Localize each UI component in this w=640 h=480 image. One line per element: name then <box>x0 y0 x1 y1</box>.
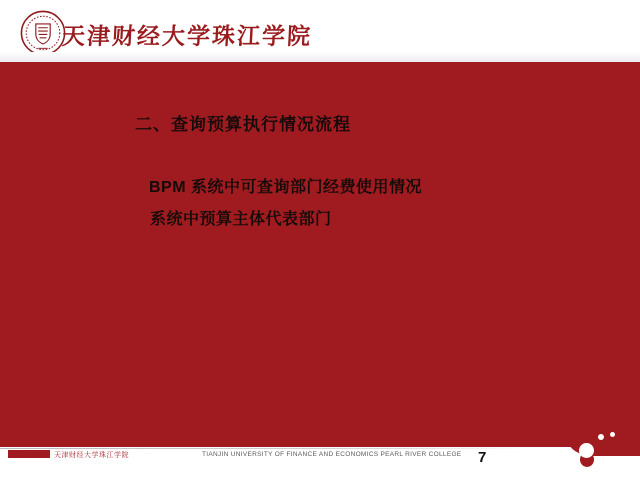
university-seal-logo <box>20 10 66 56</box>
slide-body <box>0 62 640 447</box>
seal-icon <box>20 10 66 56</box>
body-text-line-1: BPM 系统中可查询部门经费使用情况 <box>149 179 423 196</box>
university-name-chinese: 天津财经大学珠江学院 <box>61 24 313 49</box>
footer-rule <box>0 448 525 449</box>
slide-heading: 二、查询预算执行情况流程 <box>135 115 351 134</box>
footer-school-chinese: 天津财经大学珠江学院 <box>54 452 129 459</box>
page-number: 7 <box>478 449 487 466</box>
footer <box>0 447 640 480</box>
header-divider <box>0 52 640 62</box>
body-text-line-2: 系统中预算主体代表部门 <box>150 211 332 228</box>
footer-school-english: TIANJIN UNIVERSITY OF FINANCE AND ECONOMICS PEARL RIVER COLLEGE <box>202 451 462 458</box>
header <box>0 0 640 52</box>
footer-accent-bar <box>8 450 50 458</box>
